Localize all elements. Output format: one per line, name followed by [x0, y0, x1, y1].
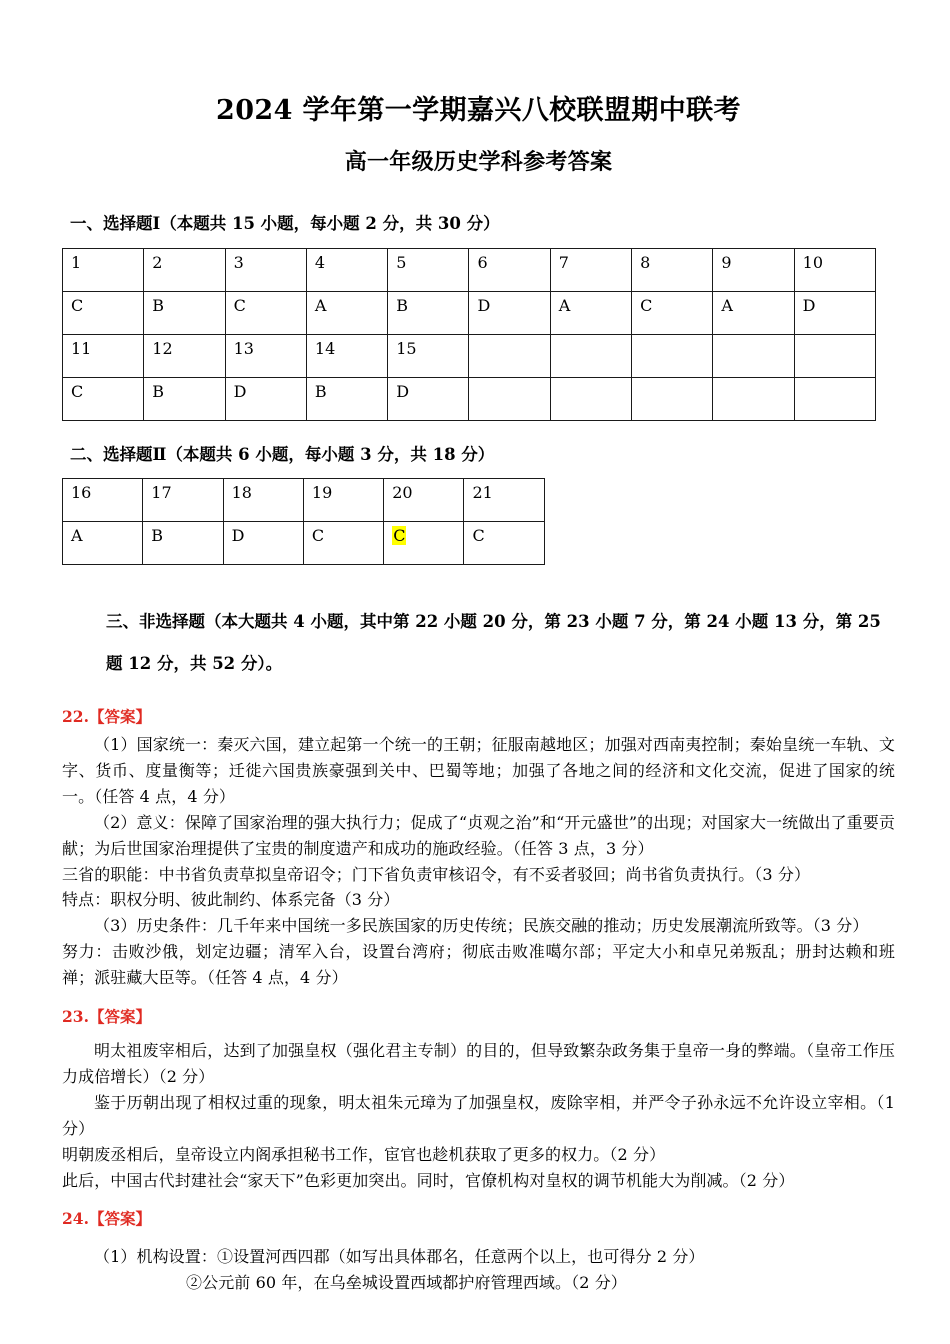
question-number-cell: 10	[794, 248, 875, 291]
question-number-cell: 12	[144, 334, 225, 377]
highlighted-answer: C	[393, 525, 406, 545]
answer-cell: D	[225, 377, 306, 420]
answer-table-part2	[62, 478, 545, 565]
answer-cell: C	[632, 291, 713, 334]
answer-paragraph: 明太祖废宰相后，达到了加强皇权（强化君主专制）的目的，但导致繁杂政务集于皇帝一身的弊端。（皇帝工作压力成倍增长）（2 分）	[62, 1041, 895, 1087]
section-heading-part2: 二、选择题Ⅱ（本题共 6 小题，每小题 3 分，共 18 分）	[70, 444, 495, 464]
answer-cell: B	[306, 377, 387, 420]
answer-cell-highlighted	[384, 521, 464, 564]
table-row	[63, 334, 876, 377]
answer-cell: C	[63, 291, 144, 334]
answer-body-q22	[62, 728, 895, 991]
empty-cell	[713, 377, 794, 420]
question-number-cell: 1	[63, 248, 144, 291]
empty-cell	[794, 334, 875, 377]
answer-cell: C	[303, 521, 383, 564]
answer-label-q23: 23.【答案】	[62, 1007, 151, 1027]
question-number-cell: 5	[388, 248, 469, 291]
question-number-cell: 7	[550, 248, 631, 291]
question-number-cell: 19	[303, 478, 383, 521]
table-row	[63, 248, 876, 291]
question-number-cell: 3	[225, 248, 306, 291]
question-number-cell: 6	[469, 248, 550, 291]
empty-cell	[550, 334, 631, 377]
question-number-cell: 13	[225, 334, 306, 377]
question-number-cell: 4	[306, 248, 387, 291]
question-number-cell: 15	[388, 334, 469, 377]
answer-paragraph: 努力：击败沙俄，划定边疆；清军入台，设置台湾府；彻底击败准噶尔部；平定大小和卓兄弟叛乱；册封达赖和班禅；派驻藏大臣等。（任答 4 点，4 分）	[62, 942, 895, 988]
page-subtitle: 高一年级历史学科参考答案	[344, 149, 613, 176]
question-number-cell: 18	[223, 478, 303, 521]
question-number-cell: 20	[384, 478, 464, 521]
section3-heading-line2: 题 12 分，共 52 分）。	[106, 653, 283, 673]
empty-cell	[469, 334, 550, 377]
answer-cell: B	[144, 377, 225, 420]
answer-cell: D	[388, 377, 469, 420]
answer-cell: C	[464, 521, 544, 564]
answer-paragraph: 特点：职权分明、彼此制约、体系完备（3 分）	[62, 890, 400, 910]
answer-body-q24	[62, 1230, 895, 1296]
answer-cell: A	[306, 291, 387, 334]
section3-heading-line1: 三、非选择题（本大题共 4 小题，其中第 22 小题 20 分，第 23 小题 7 分，第 24 小题 13 分，第 25	[106, 611, 881, 631]
answer-table-part1	[62, 248, 876, 421]
question-number-cell: 8	[632, 248, 713, 291]
empty-cell	[632, 377, 713, 420]
question-number-cell: 9	[713, 248, 794, 291]
answer-cell: C	[63, 377, 144, 420]
answer-cell: B	[144, 291, 225, 334]
answer-cell: B	[388, 291, 469, 334]
table-row	[63, 478, 545, 521]
answer-paragraph: （1）国家统一：秦灭六国，建立起第一个统一的王朝；征服南越地区；加强对西南夷控制；秦始皇统一车轨、文字、货币、度量衡等；迁徙六国贵族豪强到关中、巴蜀等地；加强了各地之间的经济和文化交流，促进了国家的统一。（任答 4 点，4 分）	[62, 735, 895, 806]
answer-cell: C	[225, 291, 306, 334]
answer-cell: D	[223, 521, 303, 564]
empty-cell	[550, 377, 631, 420]
table-row	[63, 377, 876, 420]
question-number-cell: 2	[144, 248, 225, 291]
empty-cell	[713, 334, 794, 377]
question-number-cell: 17	[143, 478, 223, 521]
page-title: 2024 学年第一学期嘉兴八校联盟期中联考	[216, 95, 741, 126]
empty-cell	[794, 377, 875, 420]
answer-paragraph: 鉴于历朝出现了相权过重的现象，明太祖朱元璋为了加强皇权，废除宰相，并严令子孙永远不允许设立宰相。（1 分）	[62, 1093, 895, 1139]
answer-label-q22: 22.【答案】	[62, 706, 151, 726]
table-row	[63, 291, 876, 334]
question-number-cell: 21	[464, 478, 544, 521]
question-number-cell: 16	[63, 478, 143, 521]
section-heading-part1: 一、选择题Ⅰ（本题共 15 小题，每小题 2 分，共 30 分）	[70, 213, 500, 233]
answer-cell: D	[469, 291, 550, 334]
question-number-cell: 11	[63, 334, 144, 377]
answer-paragraph: （1）机构设置：①设置河西四郡（如写出具体郡名，任意两个以上，也可得分 2 分）	[94, 1247, 705, 1266]
answer-cell: D	[794, 291, 875, 334]
answer-cell: A	[713, 291, 794, 334]
answer-paragraph: 三省的职能：中书省负责草拟皇帝诏令；门下省负责审核诏令，有不妥者驳回；尚书省负责执行。（3 分）	[62, 864, 811, 884]
section-heading-part3	[62, 565, 895, 685]
empty-cell	[469, 377, 550, 420]
answer-cell: A	[63, 521, 143, 564]
answer-paragraph: ②公元前 60 年，在乌垒城设置西域都护府管理西域。（2 分）	[186, 1272, 627, 1292]
question-number-cell: 14	[306, 334, 387, 377]
answer-cell: A	[550, 291, 631, 334]
answer-cell: B	[143, 521, 223, 564]
answer-label-q24: 24.【答案】	[62, 1208, 151, 1228]
answer-paragraph: 此后，中国古代封建社会“家天下”色彩更加突出。同时，官僚机构对皇权的调节机能大为削减。（2 分）	[62, 1170, 795, 1190]
table-row	[63, 521, 545, 564]
answer-body-q23	[62, 1028, 895, 1193]
answer-paragraph: （2）意义：保障了国家治理的强大执行力；促成了“贞观之治”和“开元盛世”的出现；对国家大一统做出了重要贡献；为后世国家治理提供了宝贵的制度遗产和成功的施政经验。（任答 3 点，3 分）	[62, 812, 895, 858]
answer-paragraph: 明朝废丞相后，皇帝设立内阁承担秘书工作，宦官也趁机获取了更多的权力。（2 分）	[62, 1144, 666, 1164]
answer-paragraph: （3）历史条件：几千年来中国统一多民族国家的历史传统；民族交融的推动；历史发展潮流所致等。（3 分）	[94, 916, 869, 936]
empty-cell	[632, 334, 713, 377]
